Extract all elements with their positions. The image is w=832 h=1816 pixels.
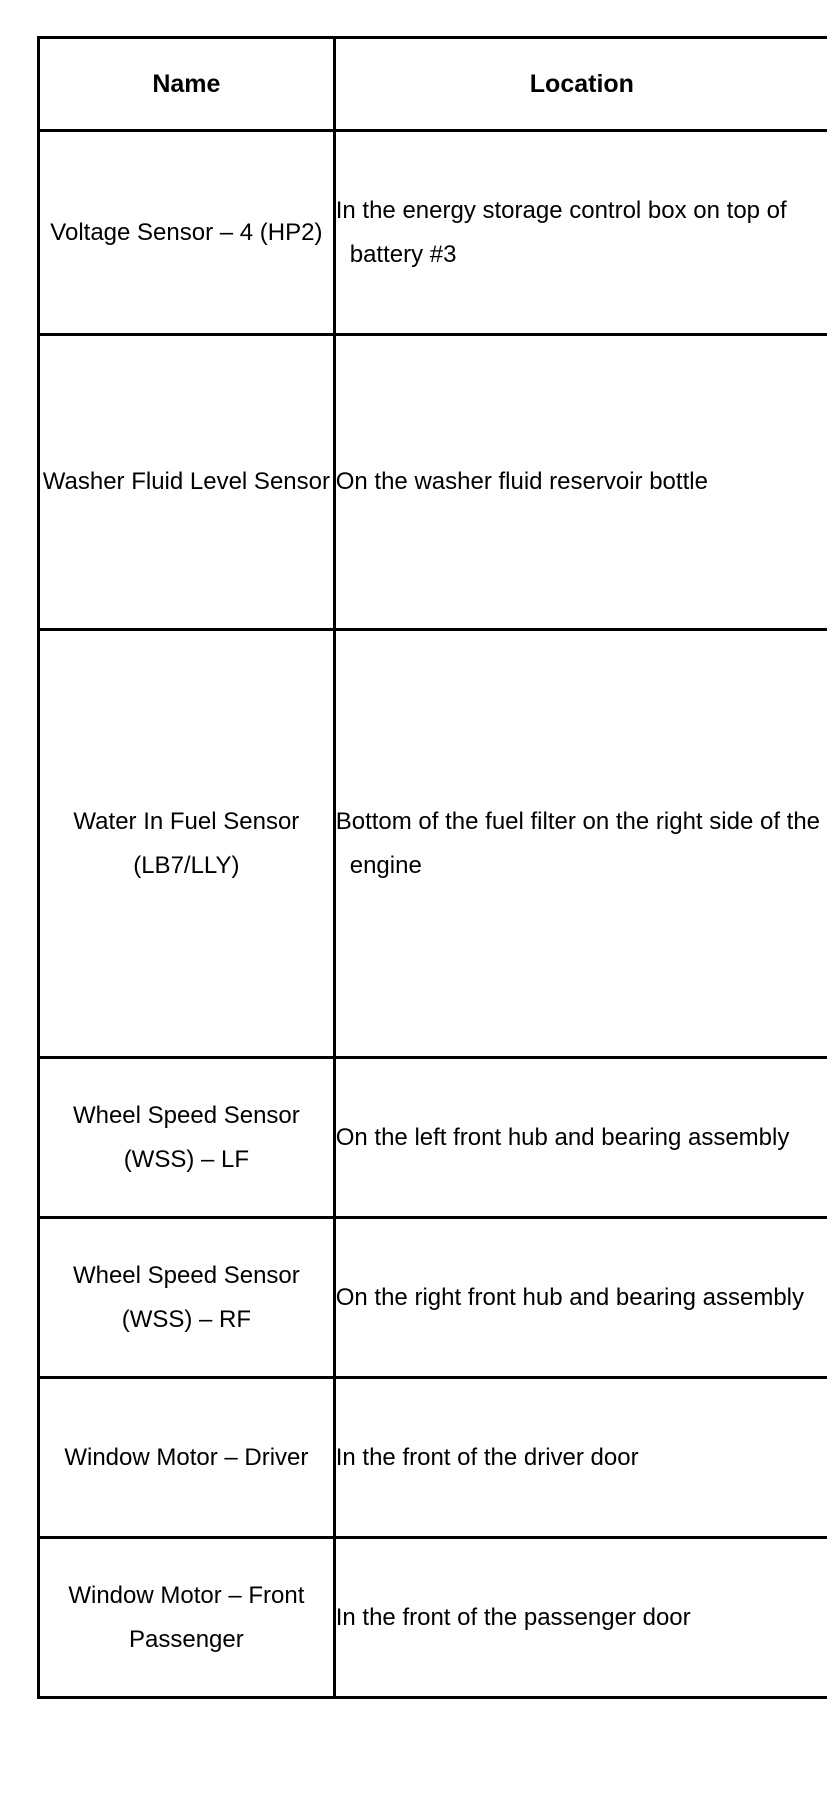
location-text: Bottom of the fuel filter on the right side of the engine [335, 807, 821, 879]
location-cell [334, 131, 829, 335]
location-text: In the energy storage control box on top of battery #3 [335, 196, 787, 268]
table-row [39, 335, 830, 630]
table-row [39, 1378, 830, 1538]
location-text: In the front of the driver door [335, 1443, 639, 1471]
table-row [39, 630, 830, 1058]
table-row [39, 1538, 830, 1698]
name-cell: Window Motor – Driver [39, 1378, 335, 1538]
location-cell [334, 1378, 829, 1538]
name-cell: Water In Fuel Sensor (LB7/LLY) [39, 630, 335, 1058]
name-cell: Wheel Speed Sensor (WSS) – RF [39, 1218, 335, 1378]
name-cell: Wheel Speed Sensor (WSS) – LF [39, 1058, 335, 1218]
location-text: On the right front hub and bearing assembly [335, 1283, 805, 1311]
name-cell: Washer Fluid Level Sensor [39, 335, 335, 630]
location-text: On the left front hub and bearing assembly [335, 1123, 790, 1151]
table-row [39, 1218, 830, 1378]
location-cell [334, 1058, 829, 1218]
page-edge [827, 0, 832, 1816]
location-text: In the front of the passenger door [335, 1603, 691, 1631]
column-header-location: Location [334, 38, 829, 131]
name-cell: Voltage Sensor – 4 (HP2) [39, 131, 335, 335]
location-cell [334, 1218, 829, 1378]
location-cell [334, 1538, 829, 1698]
table-header-row [39, 38, 830, 131]
column-header-name: Name [39, 38, 335, 131]
location-text: On the washer fluid reservoir bottle [335, 468, 708, 495]
location-cell [334, 630, 829, 1058]
name-cell: Window Motor – Front Passenger [39, 1538, 335, 1698]
component-location-table [37, 36, 831, 1699]
table-row [39, 131, 830, 335]
table-row [39, 1058, 830, 1218]
location-cell [334, 335, 829, 630]
